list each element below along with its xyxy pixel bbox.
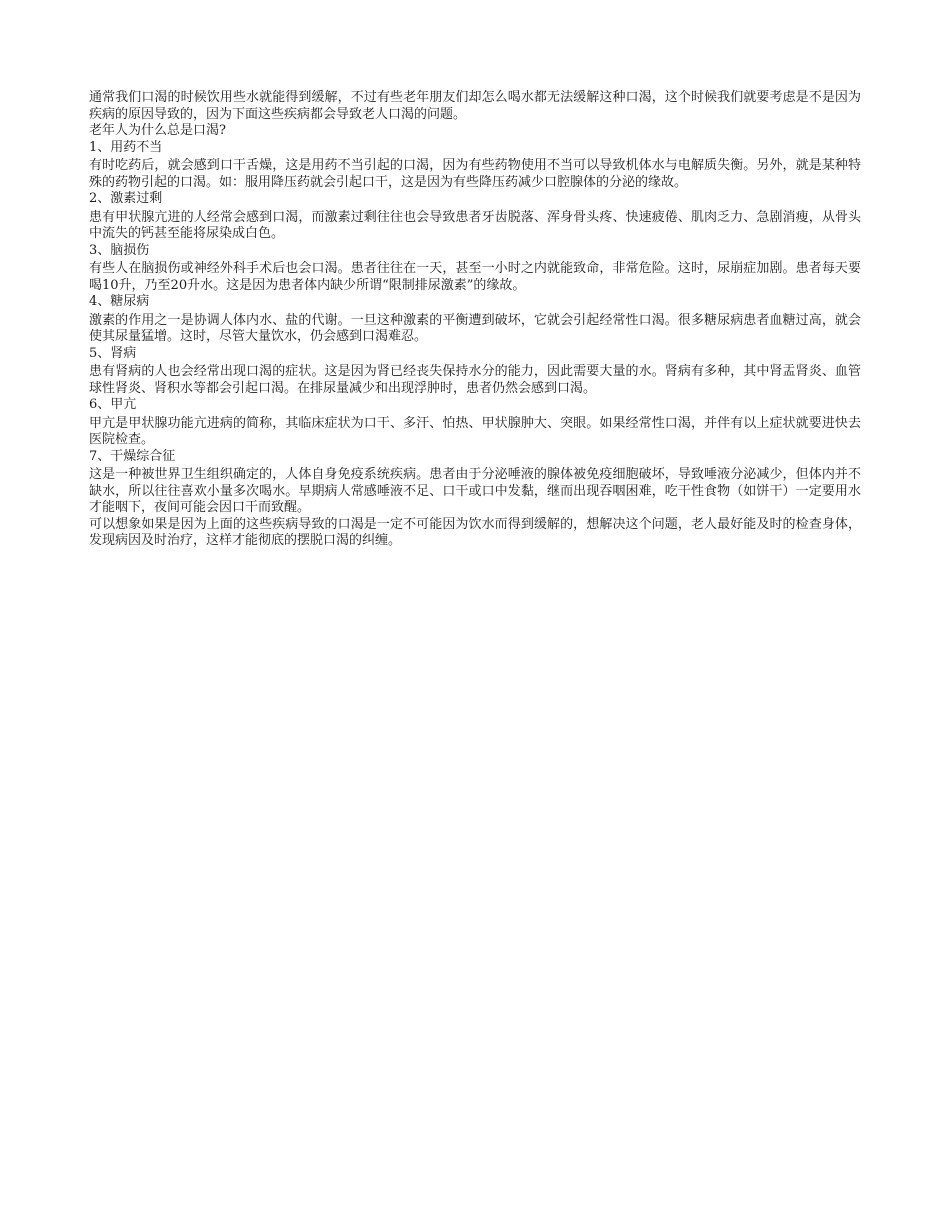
question-heading: 老年人为什么总是口渴? — [89, 123, 226, 138]
section-body-5: 患有肾病的人也会经常出现口渴的症状。这是因为肾已经丧失保持水分的能力，因此需要大量的水。肾病有多种，其中肾盂肾炎、血管球性肾炎、肾积水等都会引起口渴。在排尿量减少和出现浮肿时，患者仍然会感到口渴。 — [89, 364, 861, 396]
section-body-2: 患有甲状腺亢进的人经常会感到口渴，而激素过剩往往也会导致患者牙齿脱落、浑身骨头疼、快速疲倦、肌肉乏力、急剧消瘦，从骨头中流失的钙甚至能将尿染成白色。 — [89, 209, 861, 241]
section-heading-6: 6、甲亢 — [89, 397, 137, 412]
article-body — [89, 90, 861, 550]
section-heading-1: 1、用药不当 — [89, 139, 163, 155]
section-heading-5: 5、肾病 — [89, 345, 137, 361]
section-body-7: 这是一种被世界卫生组织确定的，人体自身免疫系统疾病。患者由于分泌唾液的腺体被免疫细胞破坏，导致唾液分泌减少，但体内并不缺水，所以往往喜欢小量多次喝水。早期病人常感唾液不足、口干或口中发黏，继而出现吞咽困难，吃干性食物（如饼干）一定要用水才能咽下，夜间可能会因口干而致醒。 — [89, 467, 861, 515]
conclusion-paragraph: 可以想象如果是因为上面的这些疾病导致的口渴是一定不可能因为饮水而得到缓解的，想解决这个问题，老人最好能及时的检查身体，发现病因及时治疗，这样才能彻底的摆脱口渴的纠缠。 — [89, 516, 861, 548]
section-body-6: 甲亢是甲状腺功能亢进病的简称，其临床症状为口干、多汗、怕热、甲状腺肿大、突眼。如果经常性口渴，并伴有以上症状就要进快去医院检查。 — [89, 415, 861, 447]
section-heading-7: 7、干燥综合征 — [89, 448, 176, 464]
section-body-1: 有时吃药后，就会感到口干舌燥，这是用药不当引起的口渴，因为有些药物使用不当可以导致机体水与电解质失衡。另外，就是某种特殊的药物引起的口渴。如：服用降压药就会引起口干，这是因为有些降压药减少口腔腺体的分泌的缘故。 — [89, 158, 861, 190]
section-heading-3: 3、脑损伤 — [89, 242, 150, 258]
section-heading-4: 4、糖尿病 — [89, 294, 150, 309]
section-heading-2: 2、激素过剩 — [89, 191, 163, 206]
section-body-3: 有些人在脑损伤或神经外科手术后也会口渴。患者往往在一天，甚至一小时之内就能致命，非常危险。这时，尿崩症加剧。患者每天要喝10升，乃至20升水。这是因为患者体内缺少所谓“限制排尿激素”的缘故。 — [89, 261, 861, 293]
section-body-4: 激素的作用之一是协调人体内水、盐的代谢。一旦这种激素的平衡遭到破坏，它就会引起经常性口渴。很多糖尿病患者血糖过高，就会使其尿量猛增。这时，尽管大量饮水，仍会感到口渴难忍。 — [89, 312, 861, 344]
intro-paragraph: 通常我们口渴的时候饮用些水就能得到缓解，不过有些老年朋友们却怎么喝水都无法缓解这种口渴，这个时候我们就要考虑是不是因为疾病的原因导致的，因为下面这些疾病都会导致老人口渴的问题。 — [89, 90, 861, 122]
